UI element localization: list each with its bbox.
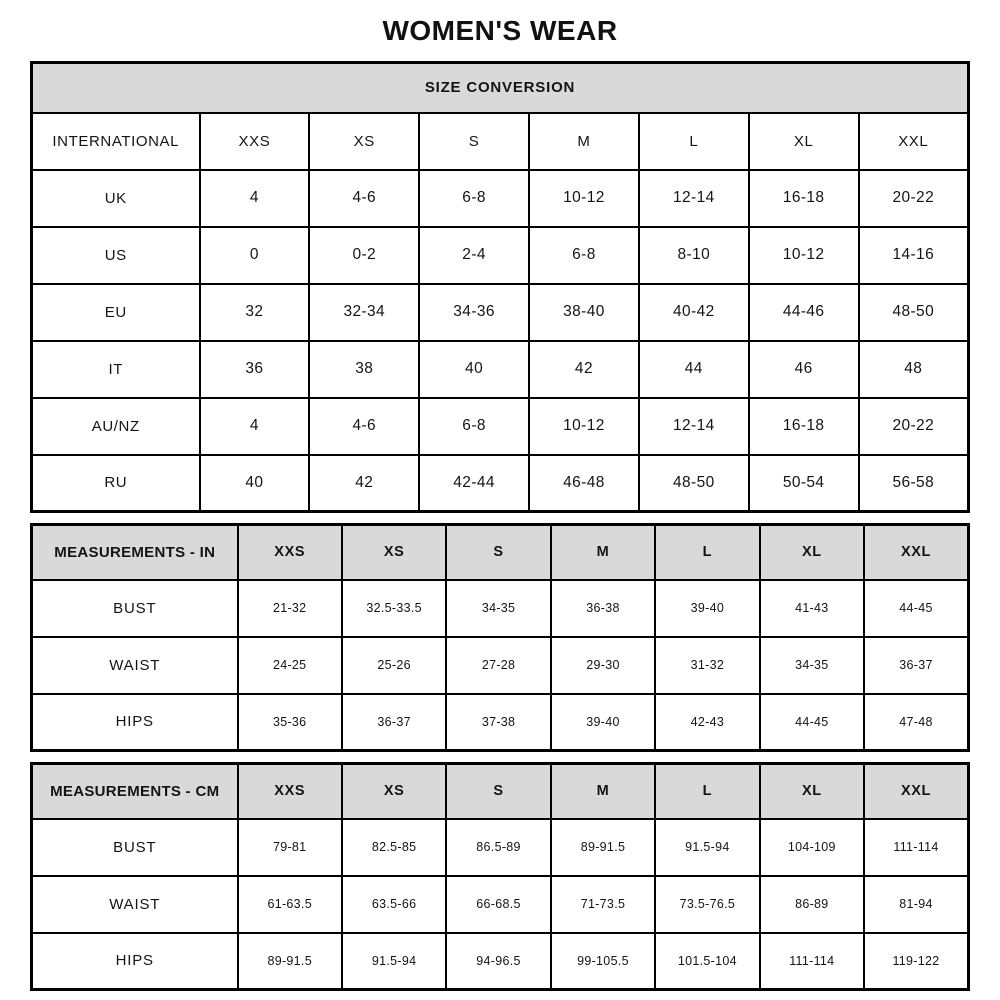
size-cell: 2-4 [419,227,529,284]
size-cell: 48-50 [639,455,749,512]
measurements-in-header: MEASUREMENTS - IN [32,525,238,580]
measurement-cell: 111-114 [864,819,968,876]
size-cell: 20-22 [859,170,969,227]
size-cell: 48 [859,341,969,398]
size-header-xxl: XXL [864,764,968,819]
measurement-cell: 42-43 [655,694,759,751]
size-cell: 56-58 [859,455,969,512]
size-cell: 4-6 [309,170,419,227]
size-cell: 4 [200,398,310,455]
size-cell: 32-34 [309,284,419,341]
measurement-cell: 63.5-66 [342,876,446,933]
row-label-hips: HIPS [32,694,238,751]
measurement-cell: 34-35 [760,637,864,694]
measurement-cell: 86.5-89 [446,819,550,876]
size-header-xs: XS [342,764,446,819]
measurement-cell: 35-36 [238,694,342,751]
size-header-l: L [655,525,759,580]
measurement-cell: 111-114 [760,933,864,990]
size-cell: 32 [200,284,310,341]
size-cell: 38 [309,341,419,398]
size-cell: 42 [309,455,419,512]
measurement-cell: 44-45 [760,694,864,751]
size-header-m: M [551,525,655,580]
size-cell: 42 [529,341,639,398]
size-conversion-header: SIZE CONVERSION [32,63,969,113]
measurement-cell: 36-37 [342,694,446,751]
measurement-cell: 36-38 [551,580,655,637]
size-chart-page [30,0,970,991]
size-cell: 40-42 [639,284,749,341]
column-header-s: S [419,113,529,170]
size-cell: 16-18 [749,170,859,227]
size-cell: 16-18 [749,398,859,455]
measurement-cell: 89-91.5 [551,819,655,876]
row-label-waist: WAIST [32,876,238,933]
size-cell: 14-16 [859,227,969,284]
measurement-cell: 82.5-85 [342,819,446,876]
size-cell: 42-44 [419,455,529,512]
measurements-cm-header: MEASUREMENTS - CM [32,764,238,819]
column-header-international: INTERNATIONAL [32,113,200,170]
column-header-xxl: XXL [859,113,969,170]
size-cell: 34-36 [419,284,529,341]
row-label-ru: RU [32,455,200,512]
size-cell: 10-12 [529,398,639,455]
size-conversion-table [30,61,970,513]
column-header-l: L [639,113,749,170]
measurement-cell: 36-37 [864,637,968,694]
size-cell: 8-10 [639,227,749,284]
size-cell: 6-8 [419,398,529,455]
measurement-cell: 32.5-33.5 [342,580,446,637]
measurement-cell: 119-122 [864,933,968,990]
measurement-cell: 31-32 [655,637,759,694]
size-cell: 4 [200,170,310,227]
size-cell: 12-14 [639,398,749,455]
size-cell: 44 [639,341,749,398]
measurement-cell: 86-89 [760,876,864,933]
row-label-bust: BUST [32,819,238,876]
measurement-cell: 24-25 [238,637,342,694]
size-cell: 40 [200,455,310,512]
measurement-cell: 25-26 [342,637,446,694]
measurement-cell: 39-40 [551,694,655,751]
size-cell: 10-12 [749,227,859,284]
row-label-waist: WAIST [32,637,238,694]
size-header-xxs: XXS [238,764,342,819]
size-cell: 6-8 [529,227,639,284]
measurement-cell: 47-48 [864,694,968,751]
measurements-in-table [30,523,970,752]
size-header-xl: XL [760,525,864,580]
size-header-xxs: XXS [238,525,342,580]
row-label-it: IT [32,341,200,398]
measurements-cm-table [30,762,970,991]
size-cell: 4-6 [309,398,419,455]
measurement-cell: 37-38 [446,694,550,751]
size-cell: 44-46 [749,284,859,341]
size-header-l: L [655,764,759,819]
size-cell: 0-2 [309,227,419,284]
size-header-xs: XS [342,525,446,580]
measurement-cell: 79-81 [238,819,342,876]
size-cell: 12-14 [639,170,749,227]
size-header-xl: XL [760,764,864,819]
row-label-eu: EU [32,284,200,341]
measurement-cell: 91.5-94 [342,933,446,990]
measurement-cell: 73.5-76.5 [655,876,759,933]
size-header-s: S [446,764,550,819]
measurement-cell: 101.5-104 [655,933,759,990]
measurement-cell: 27-28 [446,637,550,694]
measurement-cell: 21-32 [238,580,342,637]
measurement-cell: 81-94 [864,876,968,933]
column-header-xs: XS [309,113,419,170]
size-header-xxl: XXL [864,525,968,580]
measurement-cell: 99-105.5 [551,933,655,990]
size-cell: 48-50 [859,284,969,341]
size-cell: 20-22 [859,398,969,455]
measurement-cell: 89-91.5 [238,933,342,990]
row-label-bust: BUST [32,580,238,637]
measurement-cell: 91.5-94 [655,819,759,876]
size-cell: 0 [200,227,310,284]
row-label-us: US [32,227,200,284]
column-header-xxs: XXS [200,113,310,170]
measurement-cell: 29-30 [551,637,655,694]
row-label-hips: HIPS [32,933,238,990]
measurement-cell: 44-45 [864,580,968,637]
row-label-uk: UK [32,170,200,227]
measurement-cell: 39-40 [655,580,759,637]
size-cell: 46 [749,341,859,398]
column-header-xl: XL [749,113,859,170]
measurement-cell: 34-35 [446,580,550,637]
size-cell: 50-54 [749,455,859,512]
size-cell: 40 [419,341,529,398]
measurement-cell: 66-68.5 [446,876,550,933]
size-cell: 10-12 [529,170,639,227]
size-header-m: M [551,764,655,819]
measurement-cell: 104-109 [760,819,864,876]
size-cell: 36 [200,341,310,398]
measurement-cell: 94-96.5 [446,933,550,990]
measurement-cell: 41-43 [760,580,864,637]
column-header-m: M [529,113,639,170]
size-cell: 6-8 [419,170,529,227]
page-title: WOMEN'S WEAR [382,15,618,46]
measurement-cell: 61-63.5 [238,876,342,933]
row-label-au-nz: AU/NZ [32,398,200,455]
measurement-cell: 71-73.5 [551,876,655,933]
size-cell: 46-48 [529,455,639,512]
size-cell: 38-40 [529,284,639,341]
size-header-s: S [446,525,550,580]
